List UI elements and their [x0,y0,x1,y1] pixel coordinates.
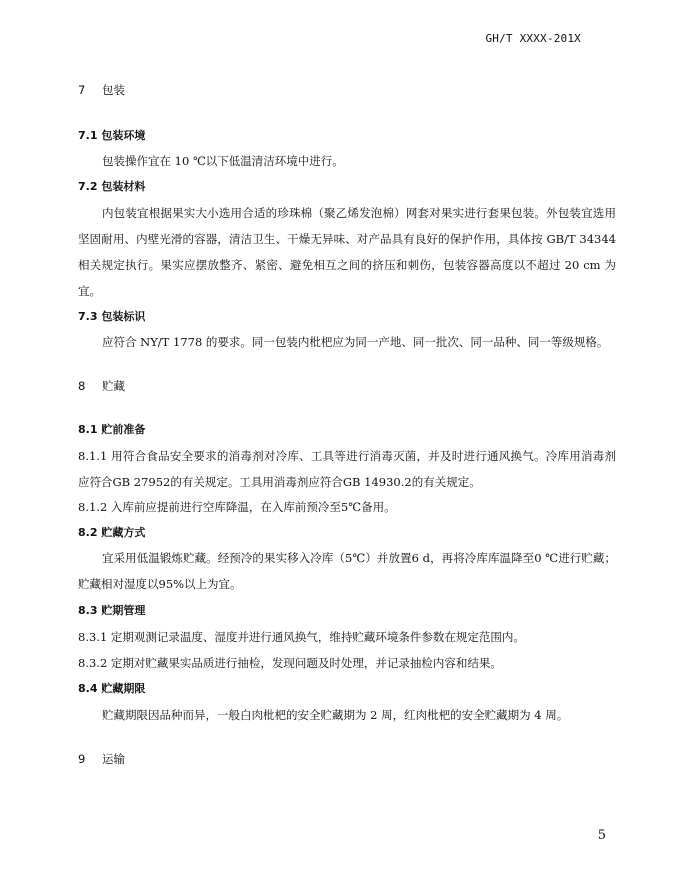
paragraph: 贮藏期限因品种而异，一般白肉枇杷的安全贮藏期为 2 周，红肉枇杷的安全贮藏期为 4 周。 [102,708,569,722]
paragraph: 包装操作宜在 10 ℃以下低温清洁环境中进行。 [102,154,344,168]
paragraph-line: 坚固耐用、内壁光滑的容器，清洁卫生、干燥无异味、对产品具有良好的保护作用，具体按 GB/T 34344 [78,232,616,246]
paragraph-line: 应符合GB 27952的有关规定。工具用消毒剂应符合GB 14930.2的有关规定。 [78,475,481,489]
paragraph-line: 8.3.1 定期观测记录温度、湿度并进行通风换气，维持贮藏环境条件参数在规定范围内。 [78,630,525,644]
section-title: 包装 [102,83,125,97]
paragraph-line: 贮藏相对湿度以95%以上为宜。 [78,577,242,591]
page-number: 5 [597,828,606,843]
paragraph-line: 8.3.2 定期对贮藏果实品质进行抽检，发现问题及时处理，并记录抽检内容和结果。 [78,656,502,670]
paragraph-line: 8.1.2 入库前应提前进行空库降温，在入库前预冷至5℃备用。 [78,500,396,514]
section-9-heading [78,751,616,767]
section-8-1-heading: 8.1 贮前准备 [78,423,146,436]
section-8-4-heading: 8.4 贮藏期限 [78,682,146,695]
section-8-3-heading: 8.3 贮期管理 [78,604,146,617]
paragraph-line: 宜采用低温锻炼贮藏。经预冷的果实移入冷库（5℃）并放置6 d，再将冷库库温降至0 ℃进行贮藏； [102,551,616,565]
section-number: 7 [78,83,86,97]
document-code-header: GH/T XXXX-201X [485,32,581,45]
section-title: 运输 [102,752,125,766]
section-8-2-heading: 8.2 贮藏方式 [78,526,146,539]
paragraph-line: 宜。 [78,284,101,298]
section-7-2-heading: 7.2 包装材料 [78,180,146,193]
paragraph-line: 相关规定执行。果实应摆放整齐、紧密、避免相互之间的挤压和刺伤，包装容器高度以不超过 20 cm 为 [78,258,616,272]
section-7-3-heading: 7.3 包装标识 [78,310,146,323]
paragraph-line: 8.1.1 用符合食品安全要求的消毒剂对冷库、工具等进行消毒灭菌，并及时进行通风换气。冷库用消毒剂 [78,449,616,463]
section-number: 8 [78,379,86,393]
section-7-1-heading: 7.1 包装环境 [78,129,146,142]
paragraph-line: 内包装宜根据果实大小选用合适的珍珠棉（聚乙烯发泡棉）网套对果实进行套果包装。外包装宜选用 [102,206,616,220]
section-8-heading [78,378,616,394]
paragraph: 应符合 NY/T 1778 的要求。同一包装内枇杷应为同一产地、同一批次、同一品种、同一等级规格。 [102,335,609,349]
section-number: 9 [78,752,86,766]
section-title: 贮藏 [102,379,125,393]
section-7-heading [78,82,616,98]
